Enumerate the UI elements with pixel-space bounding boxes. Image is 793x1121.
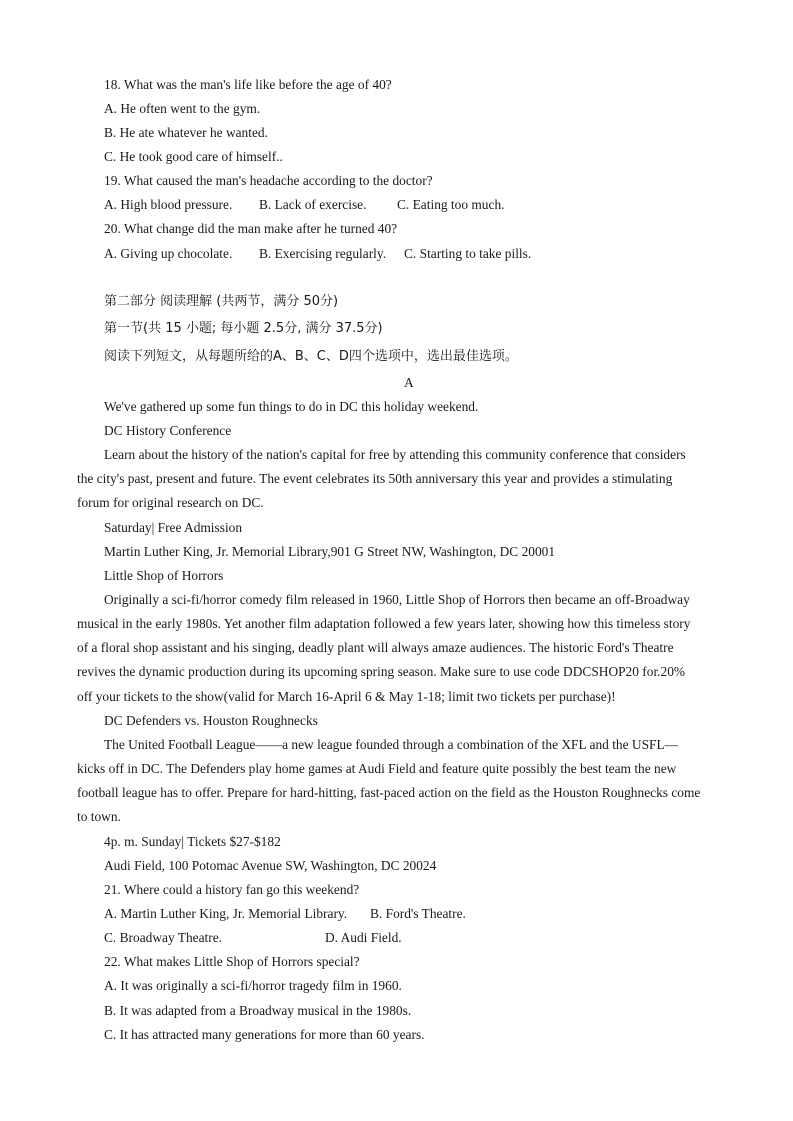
- event3-line3: football league has to offer. Prepare for hard-hitting, fast-paced action on the field as the Houston Roughnecks come: [77, 785, 701, 800]
- event3-line1: The United Football League——a new league founded through a combination of the XFL and the USFL—: [104, 737, 679, 752]
- event2-title: Little Shop of Horrors: [104, 568, 224, 583]
- part-title: 第二部分 阅读理解 (共两节，满分 50分): [104, 294, 339, 309]
- options-21-row2: [104, 929, 402, 947]
- option-20a: A. Giving up chocolate.: [104, 246, 233, 261]
- event1-where: Martin Luther King, Jr. Memorial Library,901 G Street NW, Washington, DC 20001: [104, 544, 556, 559]
- option-19b: B. Lack of exercise.: [259, 197, 367, 212]
- option-18c: C. He took good care of himself..: [104, 149, 283, 164]
- event2-line4: revives the dynamic production during its upcoming spring season. Make sure to use code DDCSHOP20 for.20%: [77, 664, 686, 679]
- event1-line1: Learn about the history of the nation's capital for free by attending this community conference that considers: [104, 447, 686, 462]
- question-21: 21. Where could a history fan go this weekend?: [104, 882, 360, 897]
- passage-intro: We've gathered up some fun things to do in DC this holiday weekend.: [104, 399, 479, 414]
- options-19: [104, 196, 505, 214]
- question-20: 20. What change did the man make after he turned 40?: [104, 221, 398, 236]
- option-19a: A. High blood pressure.: [104, 197, 233, 212]
- option-21a: A. Martin Luther King, Jr. Memorial Library.: [104, 906, 348, 921]
- event2-line3: of a floral shop assistant and his singing, deadly plant will always amaze audiences. The historic Ford's Theatre: [77, 640, 674, 655]
- option-22b: B. It was adapted from a Broadway musical in the 1980s.: [104, 1003, 412, 1018]
- event1-line3: forum for original research on DC.: [77, 495, 264, 510]
- event1-line2: the city's past, present and future. The event celebrates its 50th anniversary this year and provides a stimulating: [77, 471, 673, 486]
- option-18a: A. He often went to the gym.: [104, 101, 261, 116]
- event1-title: DC History Conference: [104, 423, 232, 438]
- options-20: [104, 245, 531, 263]
- option-21b: B. Ford's Theatre.: [370, 906, 466, 921]
- event3-when: 4p. m. Sunday| Tickets $27-$182: [104, 834, 281, 849]
- option-22a: A. It was originally a sci-fi/horror tragedy film in 1960.: [104, 978, 402, 993]
- option-21d: D. Audi Field.: [325, 930, 402, 945]
- question-18: 18. What was the man's life like before the age of 40?: [104, 77, 392, 92]
- event3-title: DC Defenders vs. Houston Roughnecks: [104, 713, 318, 728]
- option-22c: C. It has attracted many generations for more than 60 years.: [104, 1027, 425, 1042]
- event1-when: Saturday| Free Admission: [104, 520, 243, 535]
- passage-label: A: [404, 375, 414, 390]
- question-19: 19. What caused the man's headache according to the doctor?: [104, 173, 433, 188]
- section-title: 第一节(共 15 小题; 每小题 2.5分, 满分 37.5分): [104, 321, 383, 336]
- option-20b: B. Exercising regularly.: [259, 246, 387, 261]
- option-21c: C. Broadway Theatre.: [104, 930, 222, 945]
- question-22: 22. What makes Little Shop of Horrors special?: [104, 954, 360, 969]
- event3-where: Audi Field, 100 Potomac Avenue SW, Washington, DC 20024: [104, 858, 437, 873]
- event3-line2: kicks off in DC. The Defenders play home games at Audi Field and feature quite possibly the best team the new: [77, 761, 677, 776]
- option-20c: C. Starting to take pills.: [404, 246, 532, 261]
- event2-line1: Originally a sci-fi/horror comedy film released in 1960, Little Shop of Horrors then became an off-Broadway: [104, 592, 690, 607]
- event2-line2: musical in the early 1980s. Yet another film adaptation followed a few years later, showing how this timeless story: [77, 616, 691, 631]
- event3-line4: to town.: [77, 809, 121, 824]
- instructions: 阅读下列短文，从每题所给的A、B、C、D四个选项中，选出最佳选项。: [104, 349, 518, 364]
- option-18b: B. He ate whatever he wanted.: [104, 125, 268, 140]
- option-19c: C. Eating too much.: [397, 197, 505, 212]
- options-21-row1: [104, 905, 466, 923]
- event2-line5: off your tickets to the show(valid for March 16-April 6 & May 1-18; limit two tickets per purchase)!: [77, 689, 616, 704]
